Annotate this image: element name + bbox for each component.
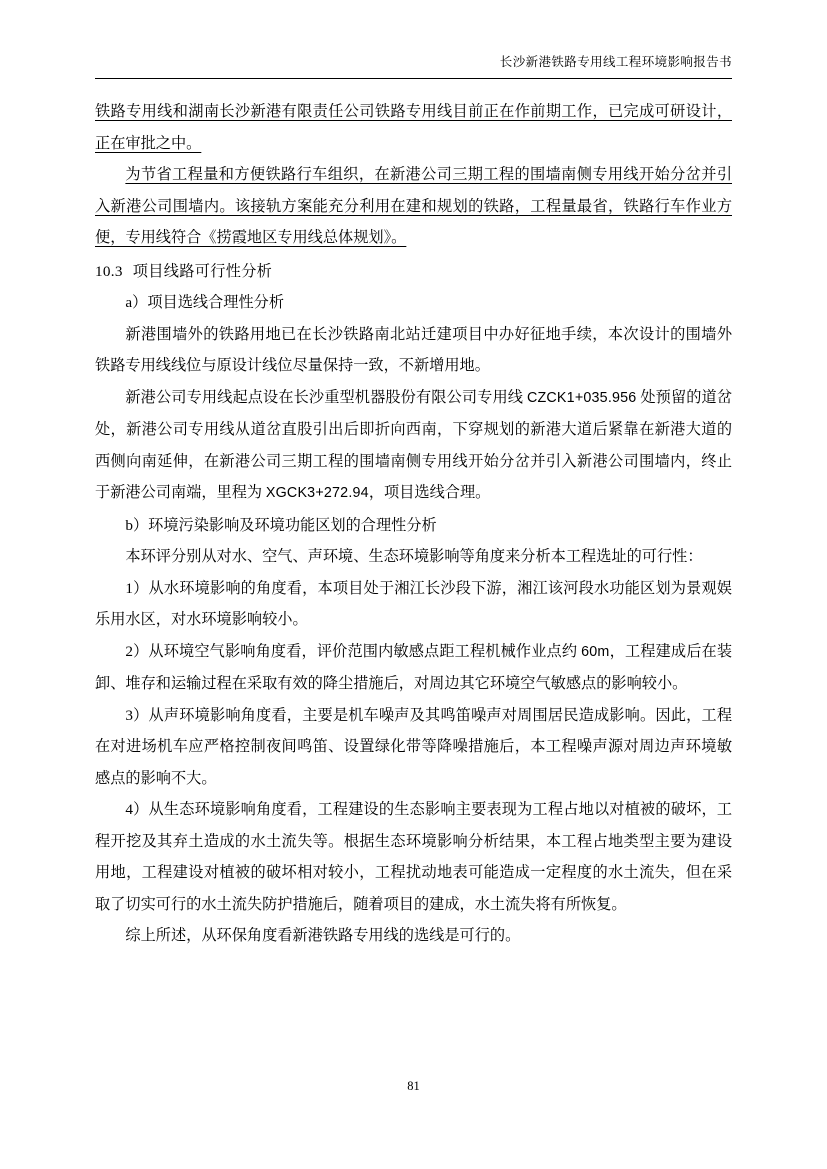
distance-value: 60m: [581, 643, 610, 660]
section-number: 10.3: [95, 262, 123, 280]
paragraph-a2-text-3: ，项目选线合理。: [368, 484, 491, 501]
paragraph-a1: 新港围墙外的铁路用地已在长沙铁路南北站迁建项目中办好征地手续，本次设计的围墙外铁路专用线线位与原设计线位尽量保持一致，不新增用地。: [95, 325, 732, 374]
paragraph-continued: 铁路专用线和湖南长沙新港有限责任公司铁路专用线目前正在作前期工作，已完成可研设计，正在审批之中。: [95, 103, 732, 152]
section-heading-10-3: [95, 256, 732, 288]
page-number: 81: [407, 1079, 420, 1093]
paragraph-b3-text-1: 2）从环境空气影响角度看，评价范围内敏感点距工程机械作业点约: [125, 642, 578, 660]
paragraph-b3-text-2: ，工程建成后在装卸、堆存和运输过程在采取有效的降尘措施后，对周边其它环境空气敏感点的影响较小。: [95, 642, 733, 692]
header-divider: [95, 78, 732, 79]
page-content: [95, 96, 732, 952]
paragraph-b3: [95, 636, 732, 700]
paragraph-b5: 4）从生态环境影响角度看，工程建设的生态影响主要表现为工程占地以对植被的破坏，工程开挖及其弃土造成的水土流失等。根据生态环境影响分析结果，本工程占地类型主要为建设用地，工程建设对植被的破坏相对较小，工程扰动地表可能造成一定程度的水土流失，但在采取了切实可行的水土流失防护措施后，随着项目的建成，水土流失将有所恢复。: [95, 801, 732, 913]
list-item-b: b）环境污染影响及环境功能区划的合理性分析: [125, 516, 437, 534]
page-header: 长沙新港铁路专用线工程环境影响报告书: [499, 55, 732, 69]
paragraph-a2-text-1: 新港公司专用线起点设在长沙重型机器股份有限公司专用线: [125, 388, 524, 406]
paragraph-2: 为节省工程量和方便铁路行车组织，在新港公司三期工程的围墙南侧专用线开始分岔并引入新港公司围墙内。该接轨方案能充分利用在建和规划的铁路，工程量最省，铁路行车作业方便，专用线符合《捞霞地区专用线总体规划》。: [95, 166, 732, 246]
mileage-code-start: CZCK1+035.956: [526, 389, 637, 406]
section-title: 项目线路可行性分析: [132, 262, 273, 280]
list-item-a: a）项目选线合理性分析: [125, 294, 285, 311]
paragraph-b4: 3）从声环境影响角度看，主要是机车噪声及其鸣笛噪声对周围居民造成影响。因此，工程在对进场机车应严格控制夜间鸣笛、设置绿化带等降噪措施后，本工程噪声源对周边声环境敏感点的影响不大。: [95, 706, 732, 787]
paragraph-b1: 本环评分别从对水、空气、声环境、生态环境影响等角度来分析本工程选址的可行性：: [125, 548, 703, 565]
paragraph-a2: [95, 382, 732, 510]
paragraph-b2: 1）从水环境影响的角度看，本项目处于湘江长沙段下游，湘江该河段水功能区划为景观娱乐用水区，对水环境影响较小。: [95, 579, 732, 628]
mileage-code-end: XGCK3+272.94: [265, 485, 369, 501]
paragraph-conclusion: 综上所述，从环保角度看新港铁路专用线的选线是可行的。: [125, 927, 521, 944]
paragraph-a2-text-2: 处预留的道岔处，新港公司专用线从道岔直股引出后即折向西南，下穿规划的新港大道后紧靠在新港大道的西侧向南延伸，在新港公司三期工程的围墙南侧专用线开始分岔并引入新港公司围墙内，终止于新港公司南端，里程为: [95, 388, 733, 501]
